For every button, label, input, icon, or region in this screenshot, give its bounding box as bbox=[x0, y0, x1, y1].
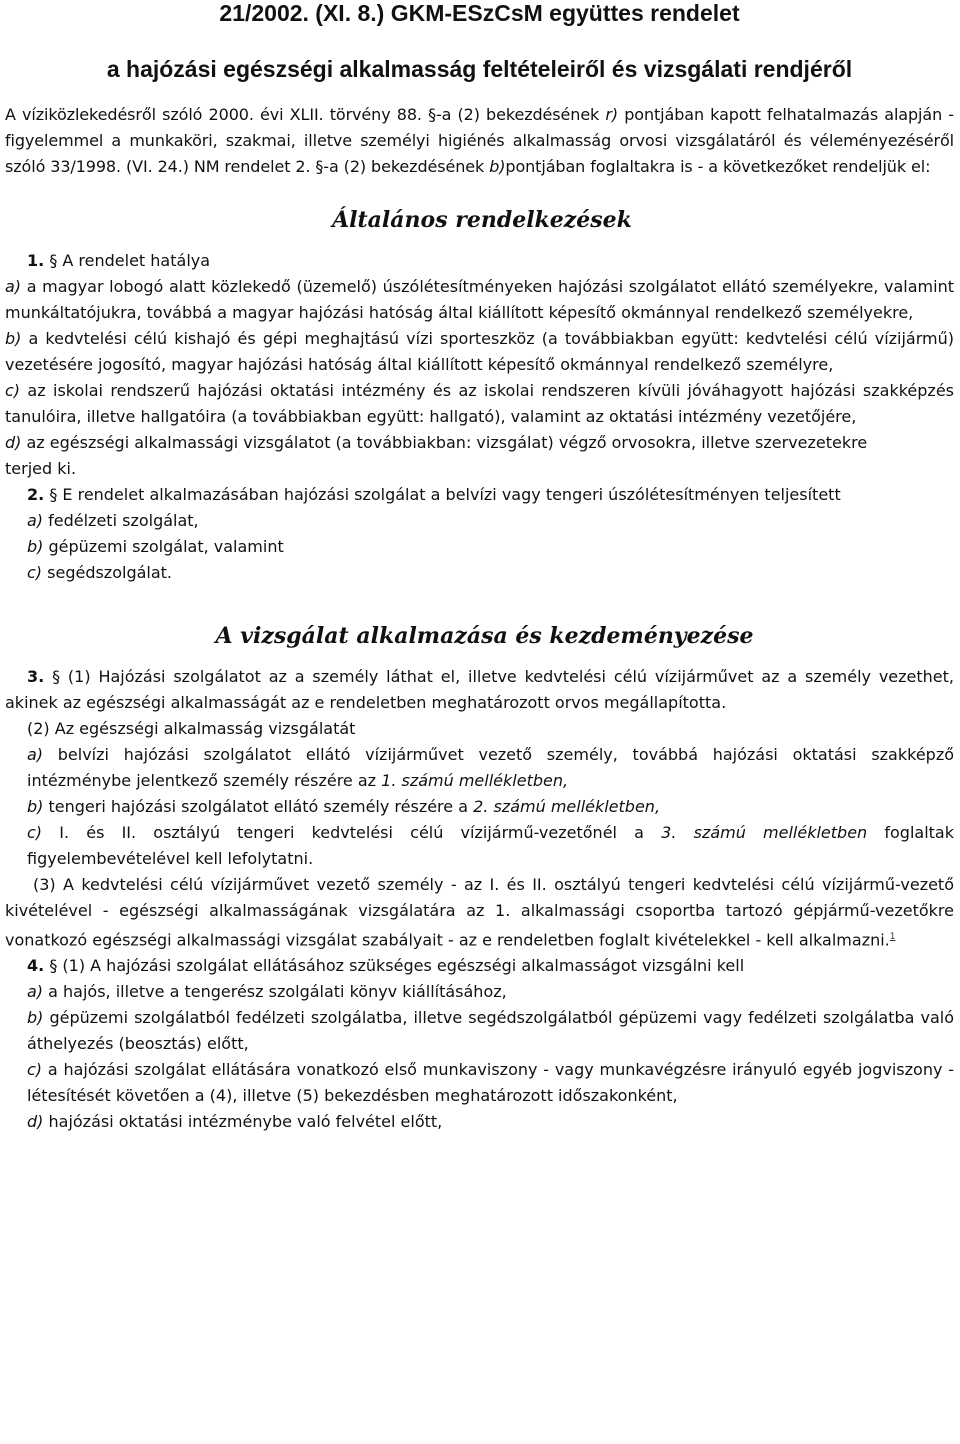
preamble: A víziközlekedésről szóló 2000. évi XLII. törvény 88. §-a (2) bekezdésének r) pontjában kapott felhatalmazás alapján - figyelemmel a munkaköri, szakmai, illetve személyi higiénés alkalmasság orvosi vizsgálatáról és véleményezéséről szóló 33/1998. (VI. 24.) NM rendelet 2. §-a (2) bekezdésének b)pontjában foglaltakra is - a következőket rendeljük el: bbox=[5, 105, 954, 176]
paragraph-2-head: 2. § E rendelet alkalmazásában hajózási szolgálat a belvízi vagy tengeri úszólétesítményen teljesített bbox=[27, 485, 841, 504]
document-subtitle: a hajózási egészségi alkalmasság feltételeiről és vizsgálati rendjéről bbox=[106, 56, 853, 82]
annex-reference[interactable]: 2. számú mellékletben, bbox=[473, 797, 661, 816]
section-sign: § bbox=[49, 485, 58, 504]
paragraph-number: 3. bbox=[27, 667, 45, 686]
paragraph-3-sub-1: 3. § (1) Hajózási szolgálatot az a személy láthat el, illetve kedvtelési célú vízijárművet az a személy vezethet, akinek az egészségi alkalmasságát az e rendeletben meghatározott orvos megállapította. bbox=[5, 667, 955, 712]
paragraph-1-point-c: c) az iskolai rendszerű hajózási oktatási intézmény és az iskolai rendszeren kívüli jóváhagyott hajózási szakképzés tanulóira, illetve hallgatóira (a továbbiakban együtt: hallgató), valamint az oktatási intézmény vezetőjére, bbox=[5, 381, 954, 426]
paragraph-2 bbox=[5, 482, 954, 586]
paragraph-4-point-a: a) a hajós, illetve a tengerész szolgálati könyv kiállításához, bbox=[27, 982, 507, 1002]
paragraph-4-point-c: c) a hajózási szolgálat ellátására vonatkozó első munkaviszony - vagy munkavégzésre irányuló egyéb jogviszony - létesítését követően a (4), illetve (5) bekezdésben meghatározott időszakonként, bbox=[27, 1060, 954, 1106]
paragraph-3-point-c: c) I. és II. osztályú tengeri kedvtelési célú vízijármű-vezetőnél a 3. számú mellékletben foglaltak figyelembevételével kell lefolytatni. bbox=[27, 823, 955, 868]
document-title: 21/2002. (XI. 8.) GKM-ESzCsM együttes rendelet bbox=[219, 0, 740, 26]
paragraph-1-point-b: b) a kedvtelési célú kishajó és gépi meghajtású vízi sporteszköz (a továbbiakban együtt: kedvtelési célú vízijármű) vezetésére jogosító, magyar hajózási hatóság által kiállított képesítő okmánnyal rendelkező személyre, bbox=[5, 329, 954, 374]
section-sign: § bbox=[49, 251, 58, 270]
paragraph-2-point-b: b) gépüzemi szolgálat, valamint bbox=[27, 537, 284, 556]
paragraph-1-head: 1. § A rendelet hatálya bbox=[27, 251, 211, 270]
paragraph-number: 2. bbox=[27, 485, 45, 504]
section-heading-general: Általános rendelkezések bbox=[332, 207, 632, 233]
paragraph-number: 4. bbox=[27, 956, 45, 976]
paragraph-3-sub-2: (2) Az egészségi alkalmasság vizsgálatát bbox=[27, 719, 356, 738]
section-heading-examination: A vizsgálat alkalmazása és kezdeményezése bbox=[215, 623, 754, 649]
section-sign: § bbox=[49, 956, 58, 976]
paragraph-1 bbox=[5, 248, 954, 482]
paragraph-3-point-a: a) belvízi hajózási szolgálatot ellátó vízijárművet vezető személy, továbbá hajózási oktatási szakképző intézménybe jelentkező személy részére az 1. számú mellékletben, bbox=[27, 745, 954, 790]
section-sign: § bbox=[52, 667, 61, 686]
paragraph-4-sub-1: 4. § (1) A hajózási szolgálat ellátásához szükséges egészségi alkalmasságot vizsgálni kell bbox=[27, 956, 745, 976]
paragraph-2-point-a: a) fedélzeti szolgálat, bbox=[27, 511, 199, 530]
paragraph-2-point-c: c) segédszolgálat. bbox=[27, 563, 173, 582]
footnote-link[interactable]: 1 bbox=[889, 932, 896, 942]
paragraph-3 bbox=[5, 664, 954, 953]
paragraph-1-point-a: a) a magyar lobogó alatt közlekedő (üzemelő) úszólétesítményeken hajózási szolgálatot ellátó személyekre, valamint munkáltatójukra, továbbá a magyar hajózási hatóság által kiállított képesítő okmánnyal rendelkező személyekre, bbox=[5, 277, 954, 322]
paragraph-3-sub-3: (3) A kedvtelési célú vízijárművet vezető személy - az I. és II. osztályú tengeri kedvtelési célú vízijármű-vezető kivételével - egészségi alkalmasságának vizsgálatára az 1. alkalmassági csoportba tartozó gépjármű-vezetőkre vonatkozó egészségi alkalmassági vizsgálat szabályait - az e rendeletben foglalt kivételekkel - kell alkalmazni.$^1$ bbox=[5, 875, 954, 950]
paragraph-4 bbox=[5, 953, 954, 1135]
paragraph-4-point-b: b) gépüzemi szolgálatból fedélzeti szolgálatba, illetve segédszolgálatból gépüzemi vagy fedélzeti szolgálatba való áthelyezés (beosztás) előtt, bbox=[27, 1008, 954, 1054]
annex-reference[interactable]: 1. számú mellékletben, bbox=[381, 771, 569, 790]
paragraph-1-point-d: d) az egészségi alkalmassági vizsgálatot (a továbbiakban: vizsgálat) végző orvosokra, illetve szervezetekre bbox=[5, 433, 868, 452]
paragraph-number: 1. bbox=[27, 251, 45, 270]
paragraph-1-end: terjed ki. bbox=[5, 459, 77, 478]
annex-reference[interactable]: 3. számú mellékletben bbox=[661, 823, 868, 842]
paragraph-4-point-d: d) hajózási oktatási intézménybe való felvétel előtt, bbox=[27, 1112, 443, 1132]
paragraph-3-point-b: b) tengeri hajózási szolgálatot ellátó személy részére a 2. számú mellékletben, bbox=[27, 797, 661, 816]
